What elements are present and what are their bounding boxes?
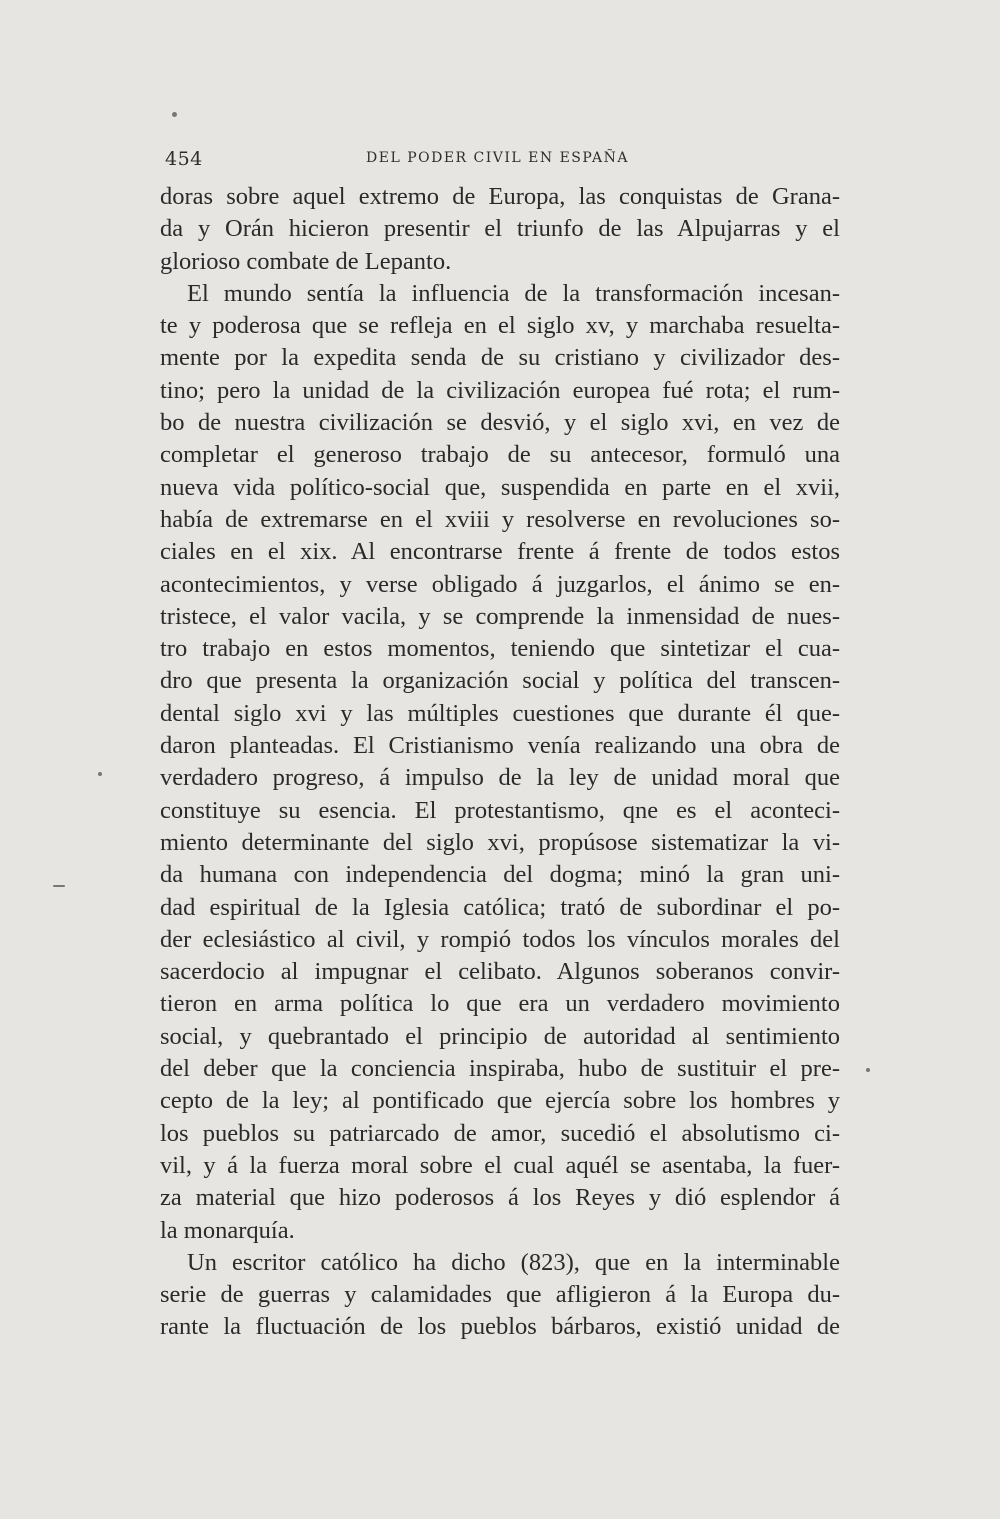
text-line: serie de guerras y calamidades que afligieron á la Europa du- — [160, 1281, 840, 1309]
text-line: daron planteadas. El Cristianismo venía realizando una obra de — [160, 732, 840, 760]
text-line: vil, y á la fuerza moral sobre el cual aquél se asentaba, la fuer- — [160, 1151, 840, 1179]
text-line: del deber que la conciencia inspiraba, hubo de sustituir el pre- — [160, 1055, 840, 1083]
text-line: cepto de la ley; al pontificado que ejercía sobre los hombres y — [160, 1087, 840, 1115]
text-line: social, y quebrantado el principio de autoridad al sentimiento — [160, 1022, 840, 1050]
text-line: da y Orán hicieron presentir el triunfo de las Alpujarras y el — [160, 215, 840, 243]
running-title: DEL PODER CIVIL EN ESPAÑA — [366, 150, 629, 166]
text-line: bo de nuestra civilización se desvió, y el siglo xvi, en vez de — [160, 409, 840, 437]
text-line: za material que hizo poderosos á los Reyes y dió esplendor á — [160, 1184, 840, 1212]
text-line: constituye su esencia. El protestantismo, qne es el aconteci- — [160, 796, 840, 824]
text-line: der eclesiástico al civil, y rompió todos los vínculos morales del — [160, 925, 840, 953]
text-line: había de extremarse en el xviii y resolverse en revoluciones so- — [160, 505, 840, 533]
text-line: tristece, el valor vacila, y se comprende la inmensidad de nues- — [160, 602, 840, 630]
text-line: mente por la expedita senda de su cristiano y civilizador des- — [160, 344, 840, 372]
text-line: la monarquía. — [160, 1216, 295, 1244]
text-line: miento determinante del siglo xvi, propúsose sistematizar la vi- — [160, 828, 840, 856]
text-line: te y poderosa que se refleja en el siglo xv, y marchaba resuelta- — [160, 312, 840, 340]
text-line: verdadero progreso, á impulso de la ley de unidad moral que — [160, 764, 840, 792]
page-number: 454 — [165, 148, 203, 170]
text-line: ciales en el xix. Al encontrarse frente á frente de todos estos — [160, 538, 840, 566]
text-line: El mundo sentía la influencia de la transformación incesan- — [187, 279, 840, 307]
text-line: completar el generoso trabajo de su antecesor, formuló una — [160, 441, 840, 469]
page-header — [165, 148, 830, 178]
paper-speck — [866, 1068, 870, 1072]
text-line: rante la fluctuación de los pueblos bárbaros, existió unidad de — [160, 1313, 840, 1341]
text-line: doras sobre aquel extremo de Europa, las conquistas de Grana- — [160, 183, 840, 210]
text-line: dro que presenta la organización social y política del transcen- — [160, 667, 840, 695]
text-line: acontecimientos, y verse obligado á juzgarlos, el ánimo se en- — [160, 570, 840, 598]
text-line: sacerdocio al impugnar el celibato. Algunos soberanos convir- — [160, 958, 840, 986]
text-line: da humana con independencia del dogma; minó la gran uni- — [160, 861, 840, 889]
text-line: Un escritor católico ha dicho (823), que en la interminable — [187, 1248, 840, 1276]
paper-speck — [172, 112, 177, 117]
text-line: tieron en arma política lo que era un verdadero movimiento — [160, 990, 840, 1018]
text-line: tino; pero la unidad de la civilización europea fué rota; el rum- — [160, 376, 840, 404]
text-line: nueva vida político-social que, suspendida en parte en el xvii, — [160, 473, 840, 501]
paper-speck — [98, 772, 102, 776]
text-line: dad espiritual de la Iglesia católica; trató de subordinar el po- — [160, 893, 840, 921]
text-line: dental siglo xvi y las múltiples cuestiones que durante él que- — [160, 699, 840, 727]
paper-speck — [53, 885, 65, 887]
text-line: glorioso combate de Lepanto. — [160, 247, 452, 275]
text-line: los pueblos su patriarcado de amor, sucedió el absolutismo ci- — [160, 1119, 840, 1147]
text-line: tro trabajo en estos momentos, teniendo que sintetizar el cua- — [160, 635, 840, 663]
body-text — [160, 181, 840, 1344]
